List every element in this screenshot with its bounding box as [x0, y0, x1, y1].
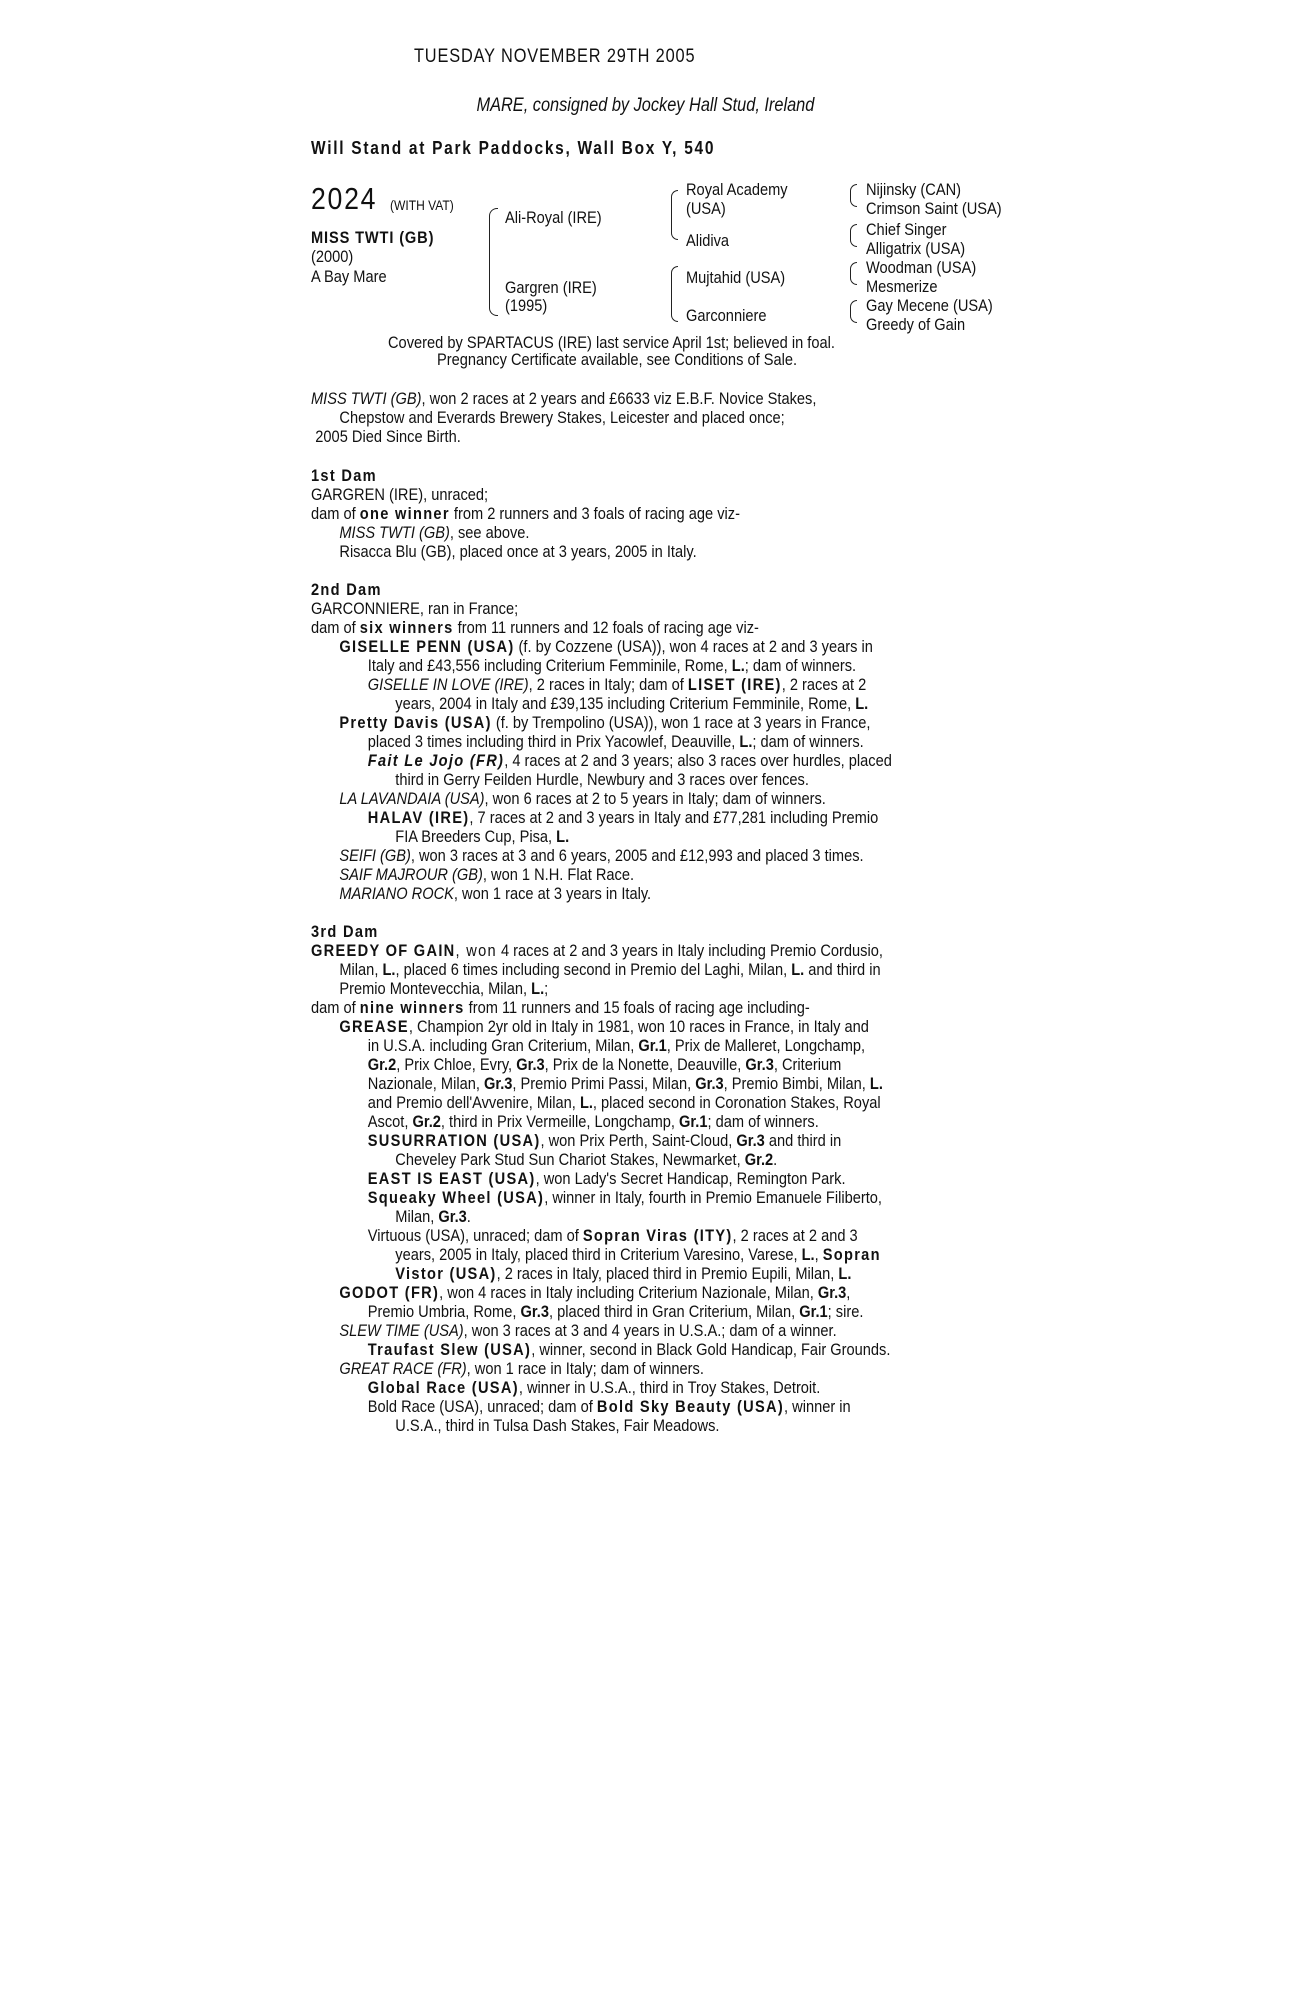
produce-line: Squeaky Wheel (USA), winner in Italy, fourth in Premio Emanuele Filiberto,: [367, 1188, 882, 1207]
pedigree-dsd: Mesmerize: [866, 277, 938, 296]
produce-line: GREASE, Champion 2yr old in Italy in 1981, won 10 races in France, in Italy and: [339, 1017, 869, 1036]
section-heading: 1st Dam: [311, 466, 377, 485]
lot-consignor-text: MARE, consigned by Jockey Hall Stud, Ireland: [476, 95, 814, 116]
produce-line: MARIANO ROCK, won 1 race at 3 years in Italy.: [339, 884, 652, 903]
vat-note: (WITH VAT): [390, 197, 454, 213]
race-record-line: 2005 Died Since Birth.: [315, 427, 461, 446]
produce-line: Premio Umbria, Rome, Gr.3, placed third in Gran Criterium, Milan, Gr.1; sire.: [367, 1302, 864, 1321]
dam-line: GARGREN (IRE), unraced;: [311, 485, 489, 504]
pedigree-ssd: Crimson Saint (USA): [866, 199, 1002, 218]
pedigree-dam-sire: Mujtahid (USA): [686, 268, 786, 287]
pedigree-dss: Woodman (USA): [866, 258, 977, 277]
horse-year: (2000): [311, 247, 354, 266]
produce-line: Virtuous (USA), unraced; dam of Sopran Viras (ITY), 2 races at 2 and 3: [367, 1226, 858, 1245]
pedigree-brace-6: [850, 262, 857, 285]
pedigree-brace-3: [671, 266, 678, 322]
produce-line: GREAT RACE (FR), won 1 race in Italy; dam of winners.: [339, 1359, 704, 1378]
pedigree-dam-dam: Garconniere: [686, 306, 767, 325]
race-record: [311, 389, 1290, 446]
pedigree-sire-sire-country: (USA): [686, 199, 726, 218]
race-record-line: MISS TWTI (GB), won 2 races at 2 years and £6633 viz E.B.F. Novice Stakes,: [311, 389, 817, 408]
sale-date: [0, 47, 1109, 66]
produce-line: Bold Race (USA), unraced; dam of Bold Sky Beauty (USA), winner in: [367, 1397, 851, 1416]
pedigree-sire-sire: Royal Academy: [686, 180, 788, 199]
lot-number: 2024: [311, 181, 378, 216]
produce-line: U.S.A., third in Tulsa Dash Stakes, Fair Meadows.: [395, 1416, 720, 1435]
pedigree-brace-7: [850, 300, 857, 323]
first-dam-section: [311, 466, 1290, 561]
produce-line: Vistor (USA), 2 races in Italy, placed third in Premio Eupili, Milan, L.: [395, 1264, 852, 1283]
lot-consignor: [0, 95, 1290, 117]
produce-line: Pretty Davis (USA) (f. by Trempolino (USA)), won 1 race at 3 years in France,: [339, 713, 871, 732]
produce-line: HALAV (IRE), 7 races at 2 and 3 years in Italy and £77,281 including Premio: [367, 808, 879, 827]
pedigree-brace-4: [850, 184, 857, 207]
produce-line: SEIFI (GB), won 3 races at 3 and 6 years, 2005 and £12,993 and placed 3 times.: [339, 846, 864, 865]
dam-line: dam of six winners from 11 runners and 12 foals of racing age viz-: [311, 618, 759, 637]
sale-date-text: TUESDAY NOVEMBER 29TH 2005: [413, 46, 696, 67]
pedigree-sds: Chief Singer: [866, 220, 947, 239]
produce-line: in U.S.A. including Gran Criterium, Milan, Gr.1, Prix de Malleret, Longchamp,: [367, 1036, 866, 1055]
produce-line: Gr.2, Prix Chloe, Evry, Gr.3, Prix de la Nonette, Deauville, Gr.3, Criterium: [367, 1055, 842, 1074]
produce-line: third in Gerry Feilden Hurdle, Newbury and 3 races over fences.: [395, 770, 809, 789]
produce-line: Fait Le Jojo (FR), 4 races at 2 and 3 years; also 3 races over hurdles, placed: [367, 751, 892, 770]
dam-line: dam of nine winners from 11 runners and 15 foals of racing age including-: [311, 998, 810, 1017]
dam-line: GREEDY OF GAIN, won 4 races at 2 and 3 years in Italy including Premio Cordusio,: [311, 941, 883, 960]
produce-line: Italy and £43,556 including Criterium Femminile, Rome, L.; dam of winners.: [367, 656, 857, 675]
produce-line: FIA Breeders Cup, Pisa, L.: [395, 827, 570, 846]
pedigree-brace-1: [489, 208, 498, 316]
pedigree-sire: Ali-Royal (IRE): [505, 208, 602, 227]
produce-line: Cheveley Park Stud Sun Chariot Stakes, Newmarket, Gr.2.: [395, 1150, 778, 1169]
covered-line-2: Pregnancy Certificate available, see Conditions of Sale.: [437, 350, 798, 369]
produce-line: Ascot, Gr.2, third in Prix Vermeille, Longchamp, Gr.1; dam of winners.: [367, 1112, 819, 1131]
race-record-line: Chepstow and Everards Brewery Stakes, Leicester and placed once;: [339, 408, 785, 427]
section-heading: 2nd Dam: [311, 580, 382, 599]
produce-line: MISS TWTI (GB), see above.: [339, 523, 530, 542]
produce-line: GODOT (FR), won 4 races in Italy including Criterium Nazionale, Milan, Gr.3,: [339, 1283, 851, 1302]
dam-line: dam of one winner from 2 runners and 3 foals of racing age viz-: [311, 504, 740, 523]
produce-line: Global Race (USA), winner in U.S.A., third in Troy Stakes, Detroit.: [367, 1378, 821, 1397]
produce-line: LA LAVANDAIA (USA), won 6 races at 2 to 5 years in Italy; dam of winners.: [339, 789, 826, 808]
horse-description: A Bay Mare: [311, 267, 387, 286]
produce-line: SLEW TIME (USA), won 3 races at 3 and 4 years in U.S.A.; dam of a winner.: [339, 1321, 837, 1340]
produce-line: Nazionale, Milan, Gr.3, Premio Primi Passi, Milan, Gr.3, Premio Bimbi, Milan, L.: [367, 1074, 883, 1093]
pedigree-dds: Gay Mecene (USA): [866, 296, 993, 315]
produce-line: SAIF MAJROUR (GB), won 1 N.H. Flat Race.: [339, 865, 635, 884]
produce-line: years, 2005 in Italy, placed third in Criterium Varesino, Varese, L., Sopran: [395, 1245, 881, 1264]
second-dam-section: [311, 580, 1290, 903]
covered-line-1: Covered by SPARTACUS (IRE) last service April 1st; believed in foal.: [388, 333, 835, 352]
pedigree-brace-5: [850, 224, 857, 247]
stand-location: Will Stand at Park Paddocks, Wall Box Y, 540: [311, 138, 716, 158]
dam-line: GARCONNIERE, ran in France;: [311, 599, 519, 618]
dam-line: Milan, L., placed 6 times including second in Premio del Laghi, Milan, L. and third in: [339, 960, 881, 979]
produce-line: Traufast Slew (USA), winner, second in Black Gold Handicap, Fair Grounds.: [367, 1340, 891, 1359]
pedigree-brace-2: [671, 190, 678, 240]
produce-line: GISELLE PENN (USA) (f. by Cozzene (USA)), won 4 races at 2 and 3 years in: [339, 637, 873, 656]
produce-line: Milan, Gr.3.: [395, 1207, 471, 1226]
produce-line: placed 3 times including third in Prix Yacowlef, Deauville, L.; dam of winners.: [367, 732, 864, 751]
horse-name: MISS TWTI (GB): [311, 228, 435, 247]
pedigree-sire-dam: Alidiva: [686, 231, 730, 250]
third-dam-section: [311, 922, 1290, 1435]
produce-line: EAST IS EAST (USA), won Lady's Secret Handicap, Remington Park.: [367, 1169, 846, 1188]
produce-line: GISELLE IN LOVE (IRE), 2 races in Italy; dam of LISET (IRE), 2 races at 2: [367, 675, 867, 694]
pedigree-dam: Gargren (IRE): [505, 278, 597, 297]
dam-line: Premio Montevecchia, Milan, L.;: [339, 979, 549, 998]
produce-line: years, 2004 in Italy and £39,135 including Criterium Femminile, Rome, L.: [395, 694, 869, 713]
pedigree-dam-year: (1995): [505, 296, 548, 315]
produce-line: SUSURRATION (USA), won Prix Perth, Saint-Cloud, Gr.3 and third in: [367, 1131, 842, 1150]
pedigree-ddd: Greedy of Gain: [866, 315, 966, 334]
pedigree-sss: Nijinsky (CAN): [866, 180, 962, 199]
pedigree-sdd: Alligatrix (USA): [866, 239, 966, 258]
produce-line: Risacca Blu (GB), placed once at 3 years, 2005 in Italy.: [339, 542, 697, 561]
produce-line: and Premio dell'Avvenire, Milan, L., placed second in Coronation Stakes, Royal: [367, 1093, 881, 1112]
section-heading: 3rd Dam: [311, 922, 379, 941]
